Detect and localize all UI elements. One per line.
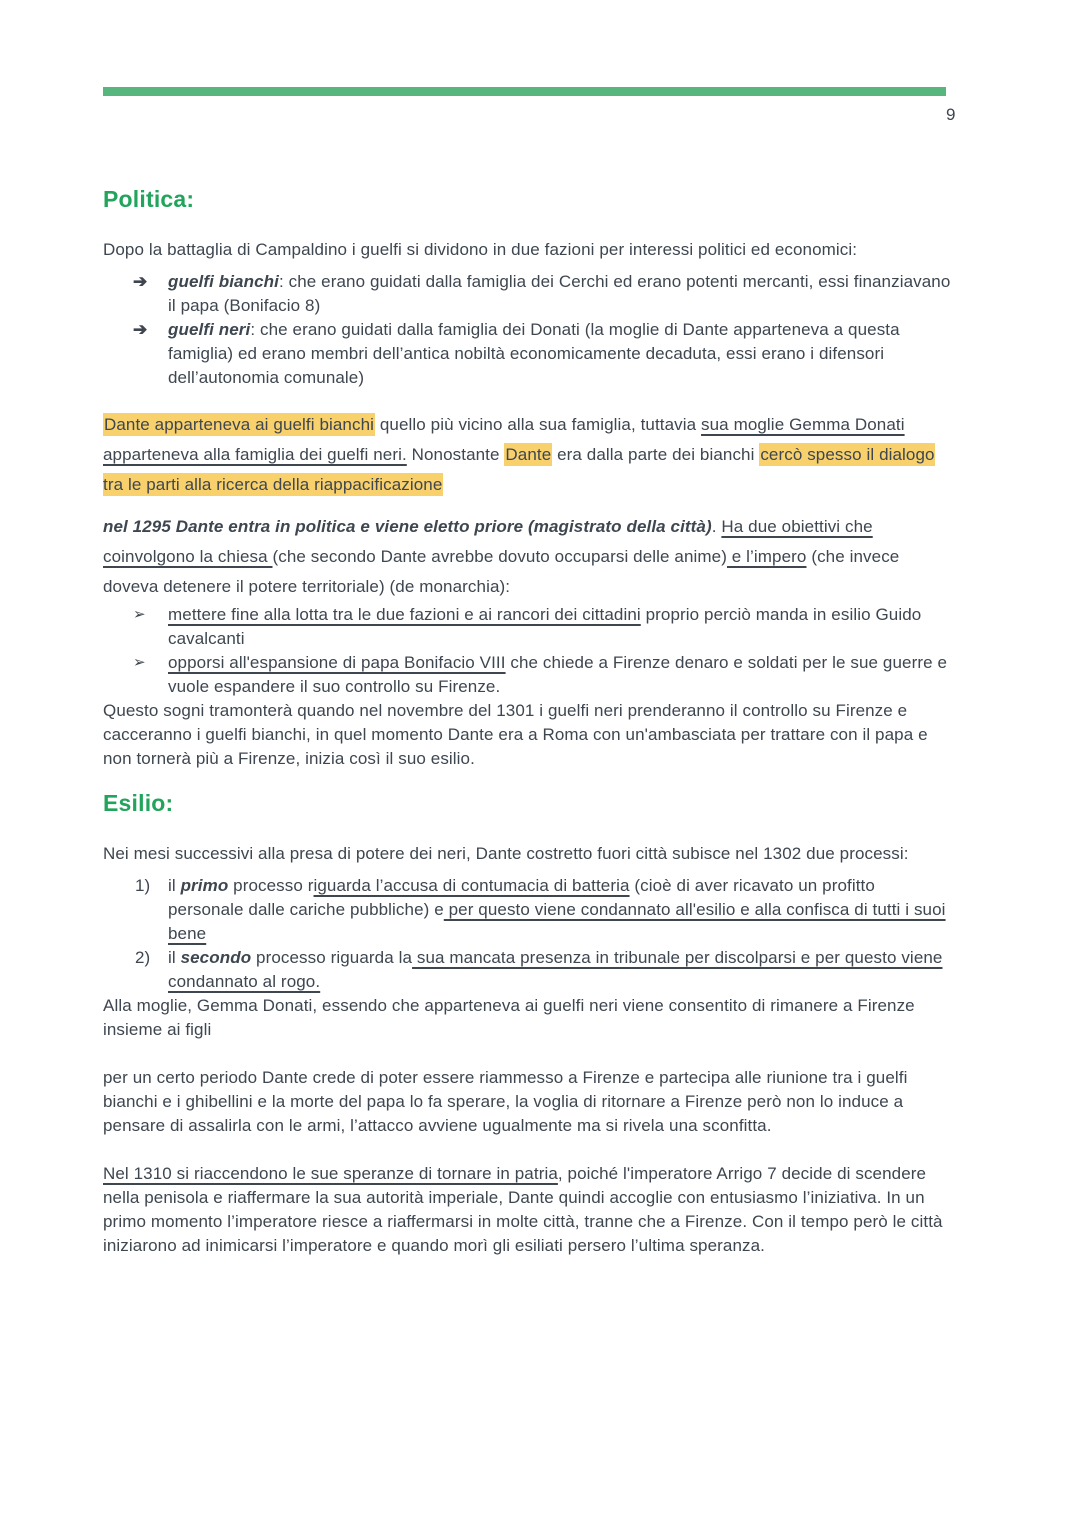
text-run: guelfi bianchi bbox=[168, 272, 279, 291]
list-item-text bbox=[168, 272, 950, 315]
text-run: quello più vicino alla sua famiglia, tuttavia bbox=[375, 415, 702, 434]
list-item-text bbox=[168, 605, 921, 648]
list-item-secondo-processo bbox=[103, 946, 955, 994]
document-content bbox=[103, 0, 955, 1258]
text-run: nel 1295 Dante entra in politica e viene eletto priore (magistrato della città) bbox=[103, 517, 712, 536]
text-run: (che invece doveva detenere il potere territoriale) (de monarchia): bbox=[103, 547, 900, 596]
text-run: Nonostante bbox=[406, 445, 505, 464]
text-run: secondo bbox=[180, 948, 252, 967]
text-run: Nei mesi successivi alla presa di potere dei neri, Dante costretto fuori città subisce nel 1302 due processi: bbox=[103, 844, 909, 863]
text-run: il bbox=[168, 876, 181, 895]
text-run: per questo viene condannato all'esilio e alla confisca di tutti i suoi bene bbox=[168, 900, 946, 943]
arrow-bullet-icon: ➔ bbox=[133, 320, 148, 339]
paragraph-dante-allegiance bbox=[103, 410, 955, 500]
list-item-pacificazione bbox=[103, 603, 955, 651]
list-number-label: 2) bbox=[135, 948, 151, 967]
list-item-guelfi-bianchi bbox=[103, 270, 955, 318]
text-run: . bbox=[711, 517, 722, 536]
text-run: primo bbox=[180, 876, 229, 895]
text-run: sua mancata presenza in tribunale per discolparsi e per questo viene condannato al rogo. bbox=[168, 948, 943, 991]
text-run: il bbox=[168, 948, 181, 967]
list-item-text bbox=[168, 320, 900, 387]
section-heading-politica: Politica: bbox=[103, 186, 195, 212]
text-run: Dopo la battaglia di Campaldino i guelfi si dividono in due fazioni per interessi politici ed economici: bbox=[103, 240, 858, 259]
list-item-guelfi-neri bbox=[103, 318, 955, 390]
arrowhead-bullet-icon: ➢ bbox=[133, 654, 146, 671]
text-run: Questo sogni tramonterà quando nel novembre del 1301 i guelfi neri prenderanno il controllo su Firenze e cacceranno i guelfi bianchi, in quel momento Dante era a Roma con un'ambasciata per trattare con il papa e non tornerà più a Firenze, inizia così il suo esilio. bbox=[103, 701, 928, 768]
list-item-text bbox=[168, 948, 942, 991]
text-run: che chiede a Firenze denaro e soldati per le sue guerre e vuole espandere il suo controllo su Firenze. bbox=[168, 653, 948, 696]
list-item-primo-processo bbox=[103, 874, 955, 946]
text-run: proprio perciò manda in esilio Guido cavalcanti bbox=[168, 605, 922, 648]
text-run: : che erano guidati dalla famiglia dei Cerchi ed erano potenti mercanti, essi finanziavano il papa (Bonifacio 8) bbox=[168, 272, 951, 315]
text-run: processo r bbox=[228, 876, 314, 895]
text-run: per un certo periodo Dante crede di poter essere riammesso a Firenze e partecipa alle riunione tra i guelfi bianchi e i ghibellini e la morte del papa lo fa sperare, la voglia di ritornare a Firenze però non lo induce a pensare di assalirla con le armi, l’attacco avviene ugualmente ma si rivela una sconfitta. bbox=[103, 1068, 908, 1135]
paragraph-1301-downfall bbox=[103, 699, 955, 771]
paragraph-guelfi-split bbox=[103, 235, 955, 265]
arrowhead-bullet-icon: ➢ bbox=[133, 606, 146, 623]
page-number: 9 bbox=[946, 105, 956, 124]
paragraph-gemma-donati bbox=[103, 994, 955, 1042]
section-heading-esilio: Esilio: bbox=[103, 790, 174, 816]
text-run: : che erano guidati dalla famiglia dei Donati (la moglie di Dante apparteneva a questa famiglia) ed erano membri dell’antica nobiltà economicamente decaduta, essi erano i difensori dell’autonomia comunale) bbox=[168, 320, 900, 387]
paragraph-processi-intro bbox=[103, 839, 955, 869]
paragraph-ritorno-speranza bbox=[103, 1066, 955, 1138]
text-run: cercò spesso il dialogo tra le parti alla ricerca della riappacificazione bbox=[103, 445, 935, 494]
text-run: opporsi all'espansione di papa Bonifacio VIII bbox=[168, 653, 506, 672]
text-run: Nel 1310 si riaccendono le sue speranze di tornare in patria bbox=[103, 1164, 558, 1183]
list-number-label: 1) bbox=[135, 876, 151, 895]
text-run: Dante apparteneva ai guelfi bianchi bbox=[104, 415, 375, 434]
trials-list bbox=[103, 874, 955, 994]
text-run: processo riguarda la bbox=[251, 948, 413, 967]
text-run: guelfi neri bbox=[168, 320, 251, 339]
text-run: (che secondo Dante avrebbe dovuto occuparsi delle anime) bbox=[272, 547, 727, 566]
text-run: (cioè di aver ricavato un profitto personale dalle cariche pubbliche) e bbox=[168, 876, 875, 919]
paragraph-priore-1295 bbox=[103, 512, 955, 602]
text-run: Dante bbox=[505, 445, 552, 464]
text-run: iguarda l’accusa di contumacia di batteria bbox=[313, 876, 630, 895]
list-item-text bbox=[168, 876, 946, 943]
text-run: e l’impero bbox=[726, 547, 807, 566]
text-run: sua moglie Gemma Donati apparteneva alla famiglia dei guelfi neri. bbox=[103, 415, 905, 464]
text-run: mettere fine alla lotta tra le due fazioni e ai rancori dei cittadini bbox=[168, 605, 641, 624]
list-item-text bbox=[168, 653, 947, 696]
list-item-bonifacio bbox=[103, 651, 955, 699]
faction-list bbox=[103, 270, 955, 390]
paragraph-arrigo-1310 bbox=[103, 1162, 955, 1258]
text-run: era dalla parte dei bianchi bbox=[552, 445, 760, 464]
objectives-list bbox=[103, 603, 955, 699]
text-run: Alla moglie, Gemma Donati, essendo che apparteneva ai guelfi neri viene consentito di rimanere a Firenze insieme ai figli bbox=[103, 996, 915, 1039]
arrow-bullet-icon: ➔ bbox=[133, 272, 148, 291]
text-run: , poiché l'imperatore Arrigo 7 decide di scendere nella penisola e riaffermare la sua autorità imperiale, Dante quindi accoglie con entusiasmo l’iniziativa. In un primo momento l’imperatore riesce a riaffermarsi in molte città, tranne che a Firenze. Con il tempo però le città iniziarono ad inimicarsi l’imperatore e quando morì gli esiliati persero l’ultima speranza. bbox=[103, 1164, 943, 1255]
text-run: Ha due obiettivi che coinvolgono la chiesa bbox=[103, 517, 873, 566]
